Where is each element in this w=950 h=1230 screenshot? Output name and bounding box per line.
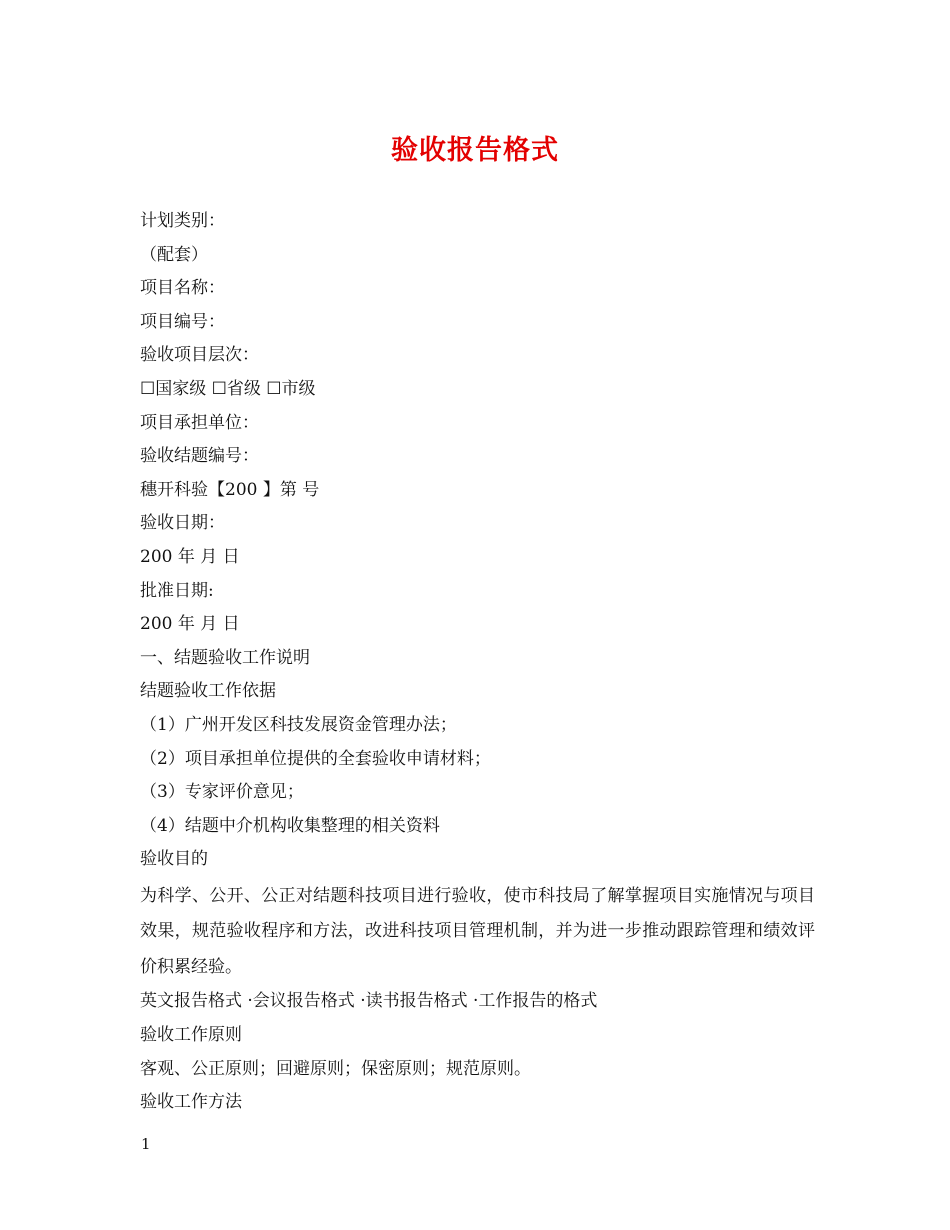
acceptance-level-options: ☐国家级 ☐省级 ☐市级	[140, 378, 316, 399]
purpose-paragraph: 为科学、公开、公正对结题科技项目进行验收，使市科技局了解掌握项目实施情况与项目效果，规范验收程序和方法，改进科技项目管理机制，并为进一步推动跟踪管理和绩效评价积累经验。	[140, 885, 815, 977]
approval-date-label: 批准日期:	[140, 580, 214, 601]
acceptance-date-label: 验收日期：	[140, 513, 225, 534]
plan-category-value: （配套）	[140, 244, 208, 265]
basis-item-2: （2）项目承担单位提供的全套验收申请材料；	[140, 748, 491, 769]
page-number: 1	[141, 1135, 151, 1153]
approval-date-value: 200 年 月 日	[140, 614, 240, 635]
basis-heading: 结题验收工作依据	[140, 681, 276, 702]
project-number-label: 项目编号：	[140, 311, 225, 332]
principles-heading: 验收工作原则	[140, 1024, 242, 1045]
section-heading-1: 一、结题验收工作说明	[140, 647, 310, 668]
document-body	[140, 205, 815, 1120]
document-title: 验收报告格式	[391, 135, 559, 166]
related-links: 英文报告格式 ·会议报告格式 ·读书报告格式 ·工作报告的格式	[140, 991, 598, 1012]
acceptance-level-label: 验收项目层次：	[140, 345, 259, 366]
project-name-label: 项目名称：	[140, 278, 225, 299]
acceptance-date-value: 200 年 月 日	[140, 546, 240, 567]
plan-category-label: 计划类别：	[140, 211, 225, 231]
principles-text: 客观、公正原则；回避原则；保密原则；规范原则。	[140, 1058, 531, 1079]
basis-item-4: （4）结题中介机构收集整理的相关资料	[140, 815, 440, 836]
methods-heading: 验收工作方法	[140, 1092, 242, 1113]
closure-number-value: 穗开科验【200 】第 号	[140, 479, 320, 500]
closure-number-label: 验收结题编号：	[140, 446, 259, 467]
basis-item-3: （3）专家评价意见；	[140, 782, 304, 803]
undertaking-unit-label: 项目承担单位：	[140, 412, 259, 433]
purpose-heading: 验收目的	[140, 849, 208, 870]
basis-item-1: （1）广州开发区科技发展资金管理办法；	[140, 714, 457, 735]
